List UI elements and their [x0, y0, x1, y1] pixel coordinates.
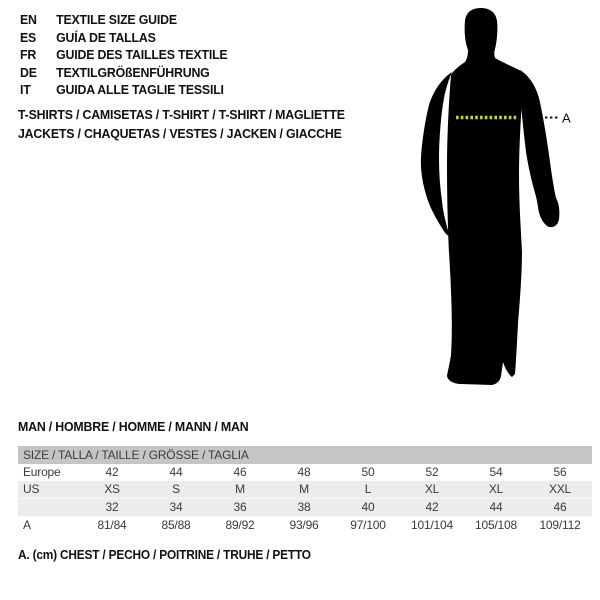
- language-label: GUIDA ALLE TAGLIE TESSILI: [56, 82, 224, 98]
- table-row-numeric: [18, 499, 592, 517]
- cell: L: [364, 482, 372, 496]
- table-row-a-chest: [18, 517, 592, 534]
- measure-label-a: A: [562, 110, 571, 126]
- size-table-header: SIZE / TALLA / TAILLE / GRÖSSE / TAGLIA: [18, 446, 592, 464]
- cell: 32: [105, 500, 119, 514]
- cell: 50: [361, 465, 375, 479]
- cell: 56: [553, 465, 567, 479]
- cell: S: [172, 482, 180, 496]
- cell: 38: [297, 500, 311, 514]
- cell: 44: [169, 465, 183, 479]
- size-table: [18, 446, 592, 534]
- cell: 46: [553, 500, 567, 514]
- cell: XL: [488, 482, 504, 496]
- cell: XXL: [548, 482, 572, 496]
- row-label: US: [23, 482, 40, 496]
- cell: XS: [104, 482, 120, 496]
- cell: 81/84: [97, 518, 127, 532]
- language-code: EN: [20, 12, 37, 27]
- cell: 109/112: [539, 518, 581, 532]
- category-jackets: JACKETS / CHAQUETAS / VESTES / JACKEN / GIACCHE: [18, 125, 342, 141]
- table-row-us: [18, 481, 592, 499]
- language-row-de: [20, 64, 227, 82]
- section-title-man: MAN / HOMBRE / HOMME / MANN / MAN: [18, 419, 249, 434]
- category-tshirts: T-SHIRTS / CAMISETAS / T-SHIRT / T-SHIRT / MAGLIETTE: [18, 107, 345, 122]
- cell: 89/92: [225, 518, 255, 532]
- cell: 42: [425, 500, 439, 514]
- language-code: DE: [20, 64, 37, 80]
- row-label: Europe: [23, 465, 61, 479]
- language-label: GUÍA DE TALLAS: [56, 29, 156, 45]
- language-code: ES: [20, 29, 37, 45]
- language-label: GUIDE DES TAILLES TEXTILE: [56, 47, 228, 63]
- cell: 48: [297, 465, 311, 479]
- language-label: TEXTILE SIZE GUIDE: [56, 12, 177, 27]
- language-code: FR: [20, 47, 37, 63]
- cell: 101/104: [411, 518, 453, 532]
- cell: 93/96: [289, 518, 319, 532]
- language-code: IT: [20, 82, 31, 98]
- cell: M: [299, 482, 309, 496]
- category-lines: [18, 106, 345, 143]
- cell: 105/108: [475, 518, 517, 532]
- table-row-europe: [18, 464, 592, 481]
- row-label: A: [23, 518, 31, 532]
- cell: 97/100: [350, 518, 386, 532]
- cell: 52: [425, 465, 439, 479]
- cell: 44: [489, 500, 503, 514]
- language-row-it: [20, 81, 227, 99]
- cell: 36: [233, 500, 247, 514]
- cell: 46: [233, 465, 247, 479]
- language-row-en: [20, 11, 227, 29]
- footnote-chest-measure: A. (cm) CHEST / PECHO / POITRINE / TRUHE / PETTO: [18, 548, 311, 562]
- cell: 85/88: [161, 518, 191, 532]
- cell: XL: [424, 482, 440, 496]
- man-silhouette: [421, 8, 560, 385]
- cell: 42: [105, 465, 119, 479]
- man-silhouette-svg: [415, 5, 575, 395]
- language-label: TEXTILGRÖßENFÜHRUNG: [56, 64, 210, 80]
- cell: 34: [169, 500, 183, 514]
- language-row-es: [20, 29, 227, 47]
- language-list: [20, 11, 227, 99]
- cell: M: [235, 482, 245, 496]
- cell: 54: [489, 465, 503, 479]
- language-row-fr: [20, 46, 227, 64]
- cell: 40: [361, 500, 375, 514]
- man-silhouette-figure: [415, 5, 575, 395]
